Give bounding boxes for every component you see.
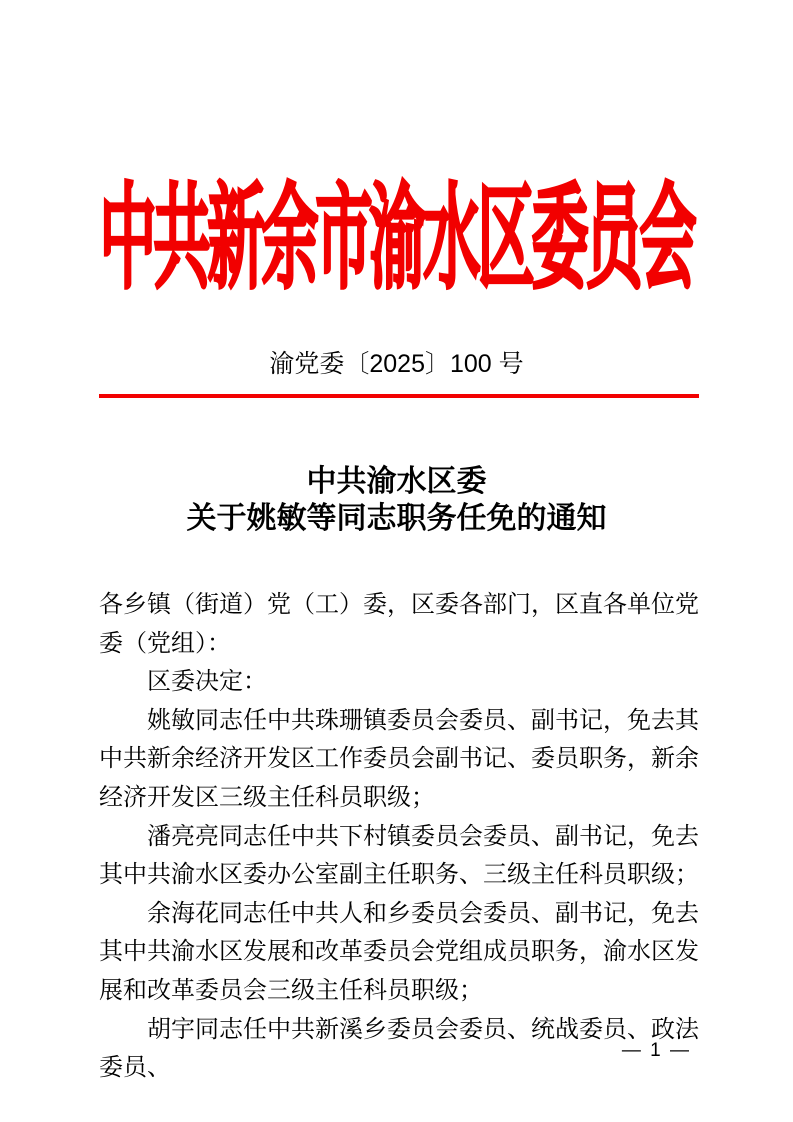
document-title-line1: 中共渝水区委 [306,465,487,498]
body-paragraph: 胡宇同志任中共新溪乡委员会委员、统战委员、政法委员、 [99,1015,699,1082]
red-divider-line [99,394,699,398]
body-paragraph: 潘亮亮同志任中共下村镇委员会委员、副书记，免去其中共渝水区委办公室副主任职务、三级主任科员职级； [99,822,699,889]
document-reference-number: 渝党委〔2025〕100 号 [269,350,524,378]
body-paragraph: 区委决定： [147,668,267,696]
page-number: — 1 — [621,1040,691,1061]
document-body [99,586,699,1088]
salutation-line: 各乡镇（街道）党（工）委，区委各部门，区直各单位党委（党组）： [99,591,699,657]
body-paragraph: 余海花同志任中共人和乡委员会委员、副书记，免去其中共渝水区发展和改革委员会党组成员职务，渝水区发展和改革委员会三级主任科员职级； [99,899,699,1004]
document-title-line2: 关于姚敏等同志职务任免的通知 [186,502,607,535]
body-paragraph: 姚敏同志任中共珠珊镇委员会委员、副书记，免去其中共新余经济开发区工作委员会副书记、委员职务，新余经济开发区三级主任科员职级； [99,706,699,811]
document-title [0,463,793,537]
issuing-authority-title: 中共新余市渝水区委员会 [99,177,694,303]
letterhead [0,176,793,304]
